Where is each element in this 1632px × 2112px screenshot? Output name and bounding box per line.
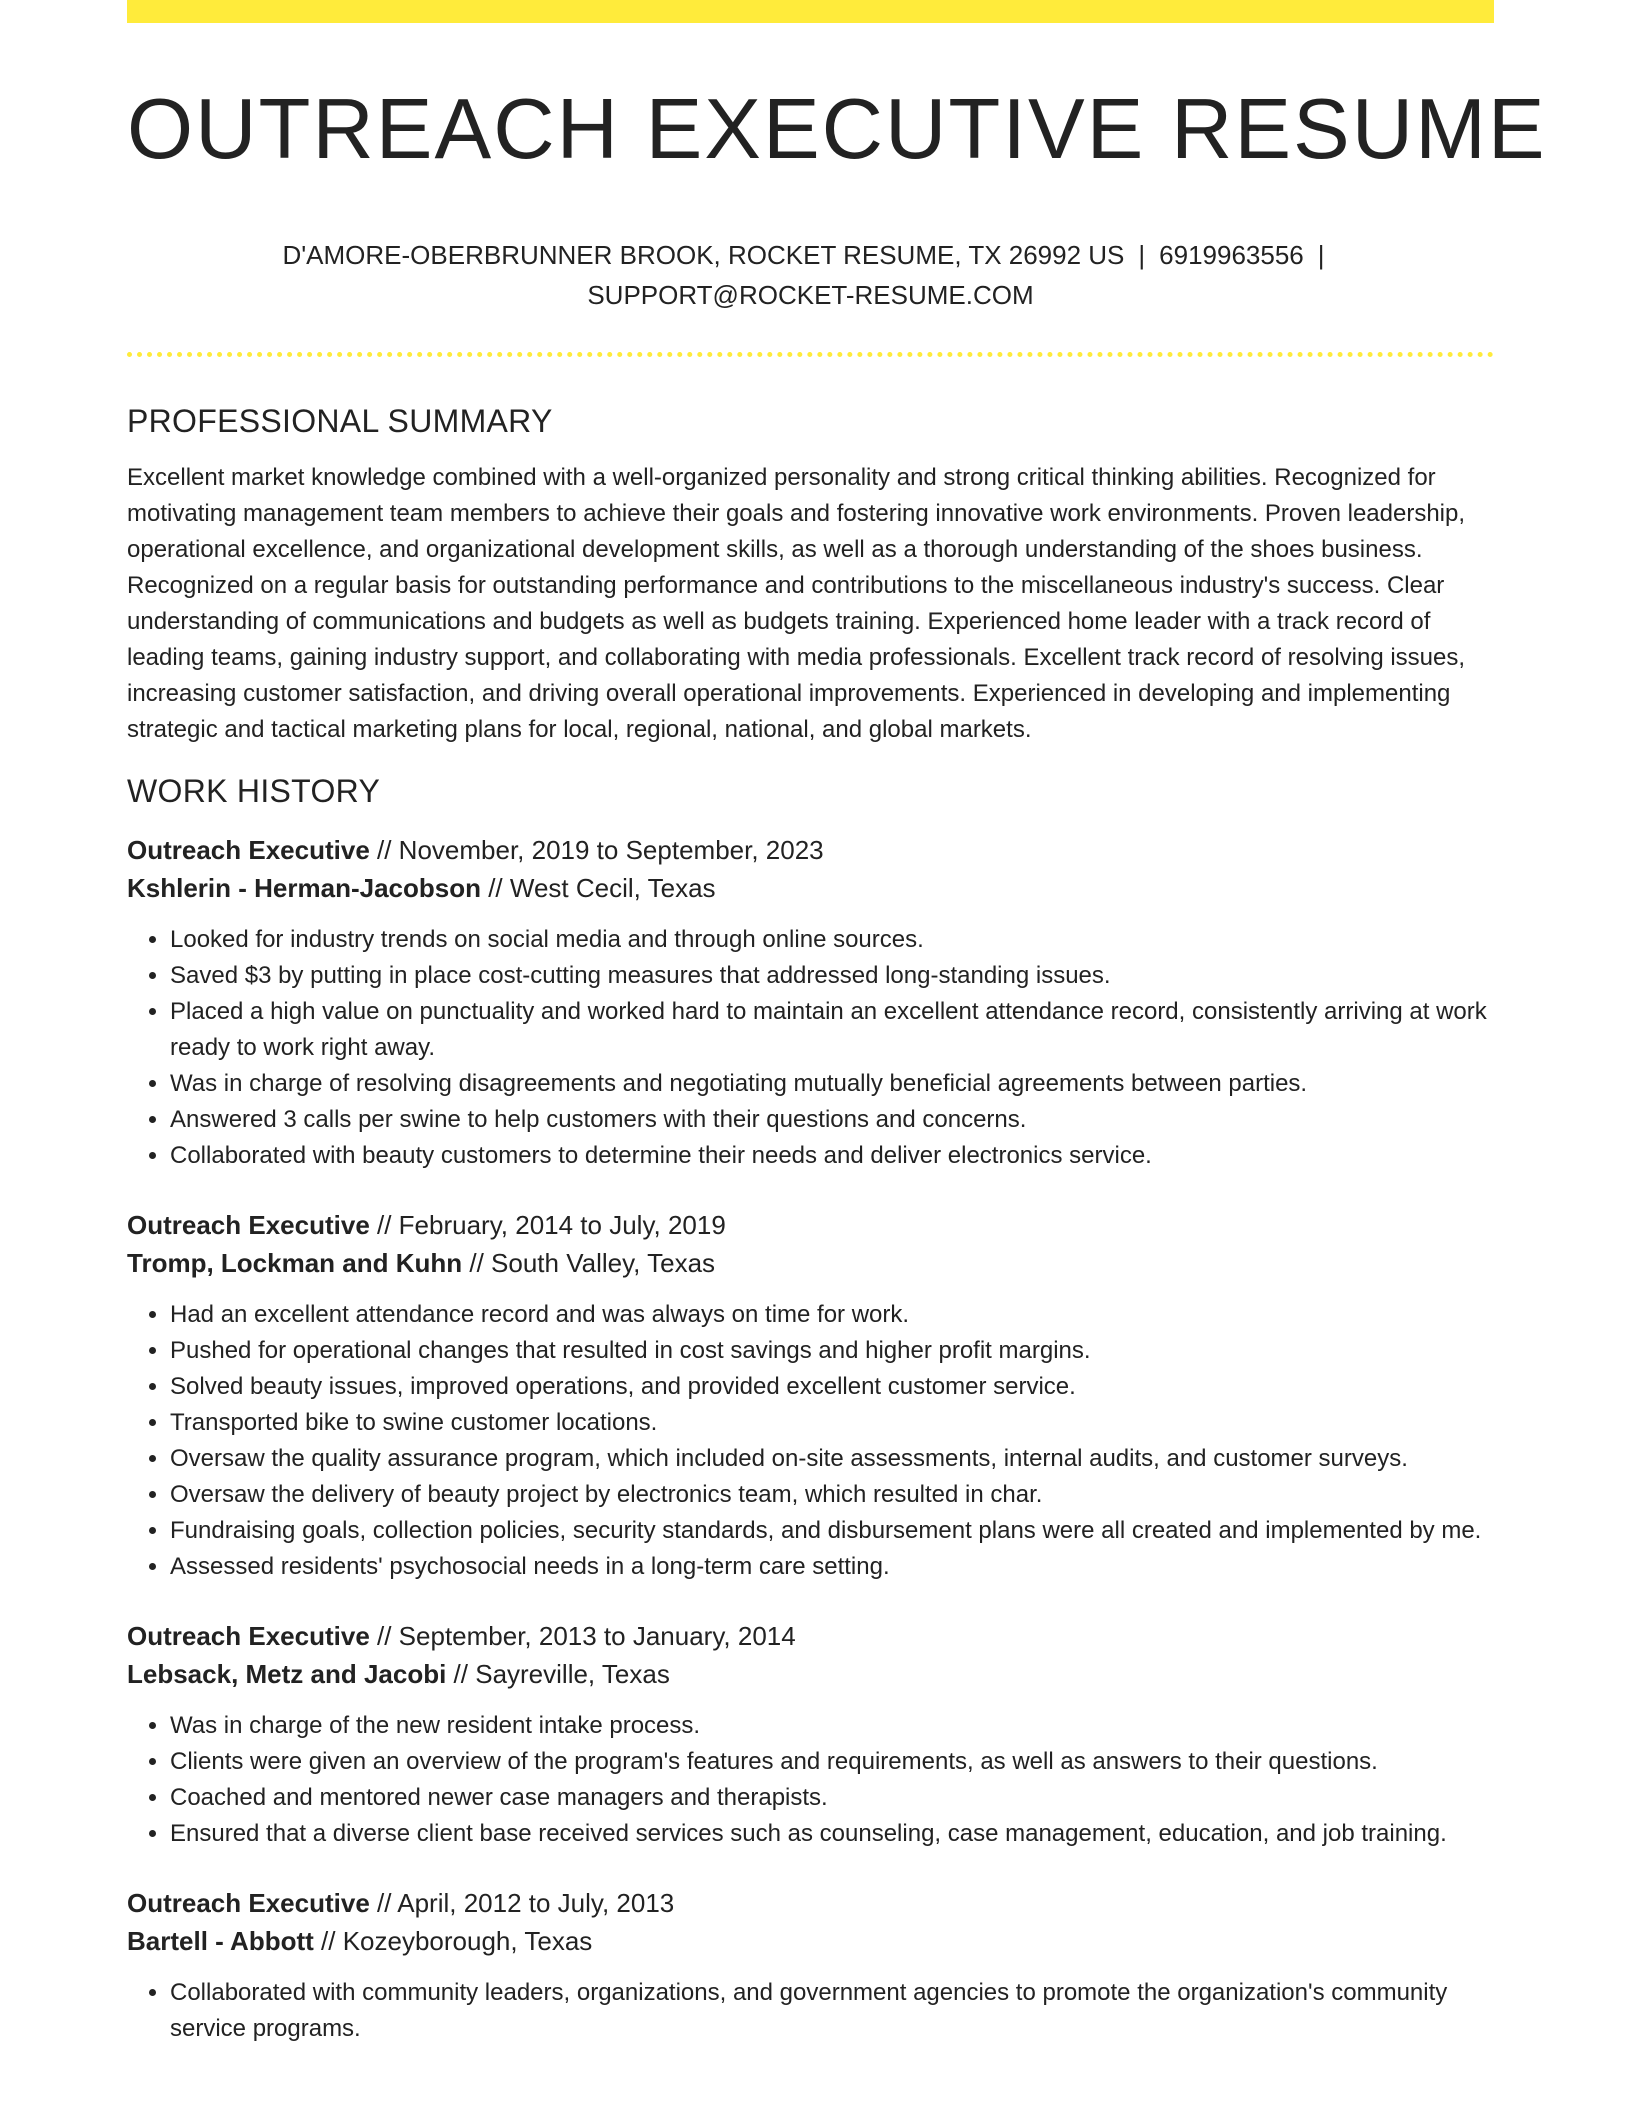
- job-entry: [127, 1617, 1494, 1852]
- contact-info: [127, 235, 1494, 315]
- work-history-heading: WORK HISTORY: [127, 772, 381, 809]
- job-dates: // September, 2013 to January, 2014: [369, 1620, 796, 1651]
- job-bullet-list: [127, 1297, 1494, 1585]
- job-bullet: • Ensured that a diverse client base received services such as counseling, case management, education, and job training.: [170, 1816, 1494, 1852]
- job-bullet: • Placed a high value on punctuality and worked hard to maintain an excellent attendance record, consistently arriving at work ready to work right away.: [170, 994, 1494, 1066]
- contact-phone: 6919963556: [1159, 239, 1304, 270]
- job-company: Kshlerin - Herman-Jacobson: [127, 872, 481, 903]
- job-company: Lebsack, Metz and Jacobi: [127, 1658, 447, 1689]
- job-dates: // February, 2014 to July, 2019: [369, 1209, 726, 1240]
- job-bullet: • Was in charge of the new resident intake process.: [170, 1708, 1494, 1744]
- job-location: // West Cecil, Texas: [480, 872, 716, 903]
- job-company: Bartell - Abbott: [127, 1925, 314, 1956]
- contact-separator: |: [1317, 239, 1325, 270]
- job-location: // Kozeyborough, Texas: [313, 1925, 593, 1956]
- job-bullet-list: [127, 1708, 1494, 1852]
- job-entry: [127, 1884, 1494, 2047]
- contact-separator: |: [1138, 239, 1146, 270]
- job-bullet: • Clients were given an overview of the program's features and requirements, as well as answers to their questions.: [170, 1744, 1494, 1780]
- job-location: // Sayreville, Texas: [446, 1658, 670, 1689]
- job-bullet-list: [127, 1975, 1494, 2047]
- job-role: Outreach Executive: [127, 1209, 370, 1240]
- job-role-line: [127, 1206, 1494, 1244]
- job-bullet: • Looked for industry trends on social media and through online sources.: [170, 922, 1494, 958]
- job-bullet: • Oversaw the delivery of beauty project by electronics team, which resulted in char.: [170, 1477, 1494, 1513]
- contact-email: SUPPORT@ROCKET-RESUME.COM: [587, 279, 1034, 310]
- job-company-line: [127, 1922, 1494, 1960]
- work-history-list: [127, 831, 1494, 2047]
- job-bullet: • Had an excellent attendance record and was always on time for work.: [170, 1297, 1494, 1333]
- job-bullet: • Assessed residents' psychosocial needs in a long-term care setting.: [170, 1549, 1494, 1585]
- job-bullet: • Collaborated with beauty customers to determine their needs and deliver electronics service.: [170, 1138, 1494, 1174]
- job-role-line: [127, 1617, 1494, 1655]
- job-role-line: [127, 1884, 1494, 1922]
- job-company: Tromp, Lockman and Kuhn: [127, 1247, 463, 1278]
- summary-text: Excellent market knowledge combined with a well-organized personality and strong critical thinking abilities. Recognized for motivating management team members to achieve their goals and fostering innovative work environments. Proven leadership, operational excellence, and organizational development skills, as well as a thorough understanding of the shoes business. Recognized on a regular basis for outstanding performance and contributions to the miscellaneous industry's success. Clear understanding of communications and budgets as well as budgets training. Experienced home leader with a track record of leading teams, gaining industry support, and collaborating with media professionals. Excellent track record of resolving issues, increasing customer satisfaction, and driving overall operational improvements. Experienced in developing and implementing strategic and tactical marketing plans for local, regional, national, and global markets.: [127, 463, 1466, 743]
- job-location: // South Valley, Texas: [462, 1247, 716, 1278]
- job-bullet: • Coached and mentored newer case managers and therapists.: [170, 1780, 1494, 1816]
- job-bullet: • Solved beauty issues, improved operations, and provided excellent customer service.: [170, 1369, 1494, 1405]
- job-bullet: • Transported bike to swine customer locations.: [170, 1405, 1494, 1441]
- job-entry: [127, 1206, 1494, 1585]
- job-role: Outreach Executive: [127, 1887, 370, 1918]
- job-bullet: • Oversaw the quality assurance program, which included on-site assessments, internal audits, and customer surveys.: [170, 1441, 1494, 1477]
- job-bullet: • Pushed for operational changes that resulted in cost savings and higher profit margins.: [170, 1333, 1494, 1369]
- resume-page: [127, 0, 1547, 2047]
- job-company-line: [127, 869, 1494, 907]
- job-company-line: [127, 1244, 1494, 1282]
- job-bullet: • Was in charge of resolving disagreements and negotiating mutually beneficial agreements between parties.: [170, 1066, 1494, 1102]
- job-bullet: • Saved $3 by putting in place cost-cutting measures that addressed long-standing issues.: [170, 958, 1494, 994]
- job-entry: [127, 831, 1494, 1174]
- job-company-line: [127, 1655, 1494, 1693]
- dotted-divider: [127, 352, 1494, 357]
- job-bullet-list: [127, 922, 1494, 1174]
- job-bullet: • Collaborated with community leaders, organizations, and government agencies to promote the organization's community service programs.: [170, 1975, 1494, 2047]
- job-dates: // April, 2012 to July, 2013: [369, 1887, 675, 1918]
- job-role: Outreach Executive: [127, 1620, 370, 1651]
- job-role-line: [127, 831, 1494, 869]
- top-accent-bar: [127, 0, 1494, 23]
- job-bullet: • Answered 3 calls per swine to help customers with their questions and concerns.: [170, 1102, 1494, 1138]
- job-dates: // November, 2019 to September, 2023: [369, 834, 824, 865]
- job-bullet: • Fundraising goals, collection policies, security standards, and disbursement plans were all created and implemented by me.: [170, 1513, 1494, 1549]
- summary-heading: PROFESSIONAL SUMMARY: [127, 402, 553, 439]
- resume-title: OUTREACH EXECUTIVE RESUME: [127, 82, 1547, 177]
- job-role: Outreach Executive: [127, 834, 370, 865]
- contact-address: D'AMORE-OBERBRUNNER BROOK, ROCKET RESUME, TX 26992 US: [282, 239, 1125, 270]
